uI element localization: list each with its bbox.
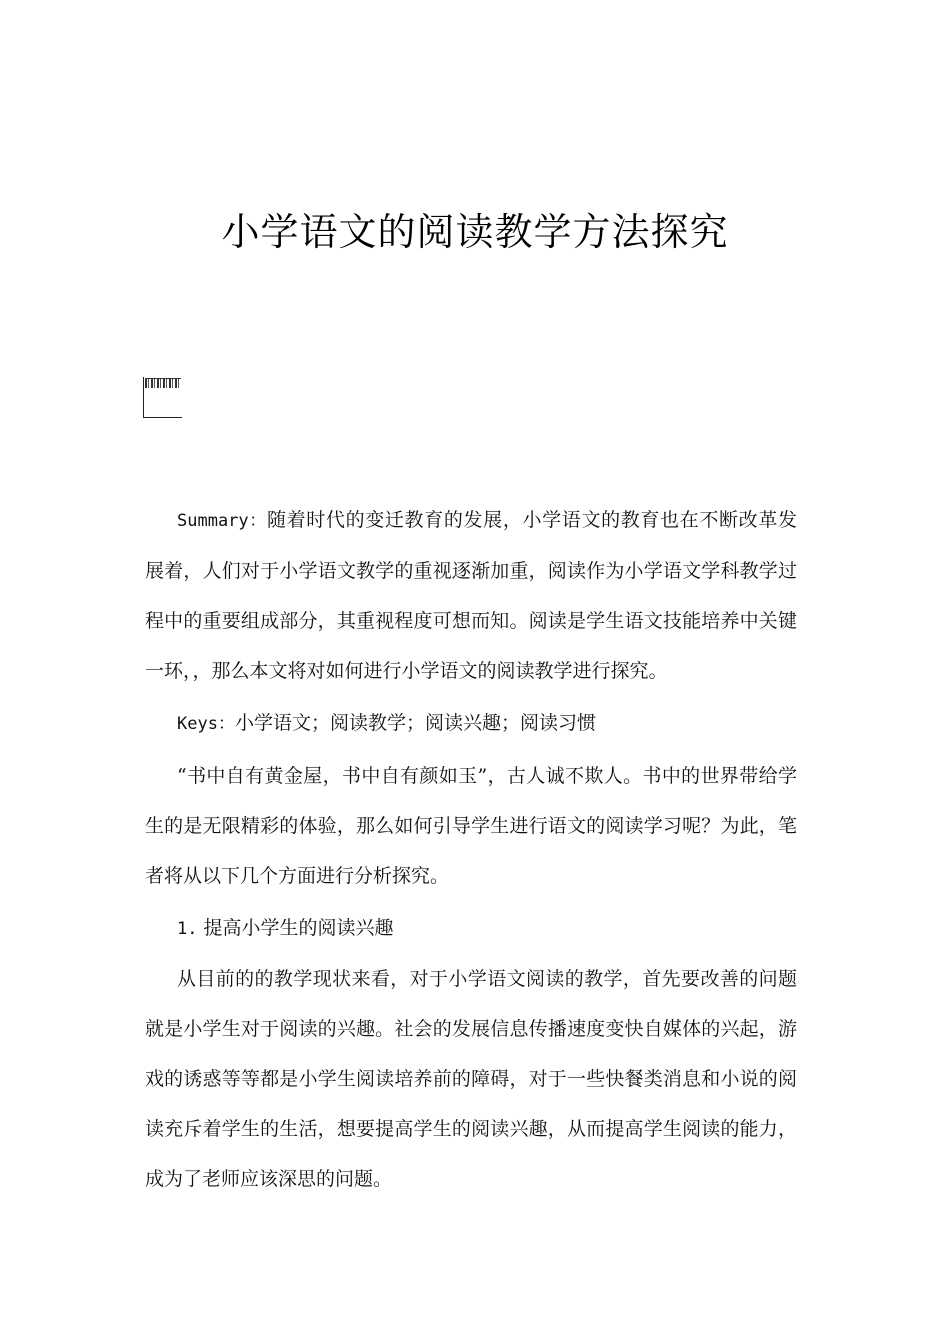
section-heading-text: 提高小学生的阅读兴趣 [203, 917, 394, 939]
summary-text: 随着时代的变迁教育的发展，小学语文的教育也在不断改革发展着，人们对于小学语文教学的重视逐渐加重，阅读作为小学语文学科教学过程中的重要组成部分，其重视程度可想而知。阅读是学生语文技能培养中关键一环，，那么本文将对如何进行小学语文的阅读教学进行探究。 [145, 509, 797, 682]
section-number: 1. [177, 919, 198, 939]
summary-paragraph [145, 495, 797, 696]
keys-label: Keys： [177, 714, 235, 734]
section-paragraph: 从目前的的教学现状来看，对于小学语文阅读的教学，首先要改善的问题就是小学生对于阅读的兴趣。社会的发展信息传播速度变快自媒体的兴起，游戏的诱惑等等都是小学生阅读培养前的障碍，对于一些快餐类消息和小说的阅读充斥着学生的生活，想要提高学生的阅读兴趣，从而提高学生阅读的能力，成为了老师应该深思的问题。 [145, 968, 797, 1190]
keys-text: 小学语文；阅读教学；阅读兴趣；阅读习惯 [234, 712, 596, 734]
document-title: 小学语文的阅读教学方法探究 [221, 210, 729, 254]
section-heading [145, 903, 797, 954]
keys-paragraph [145, 698, 797, 749]
summary-label: Summary： [177, 511, 267, 531]
embedded-figure [143, 377, 182, 418]
small-image-icon [145, 378, 181, 388]
intro-paragraph: “书中自有黄金屋，书中自有颜如玉”，古人诚不欺人。书中的世界带给学生的是无限精彩的体验，那么如何引导学生进行语文的阅读学习呢？为此，笔者将从以下几个方面进行分析探究。 [145, 765, 797, 887]
document-body [145, 495, 797, 1206]
